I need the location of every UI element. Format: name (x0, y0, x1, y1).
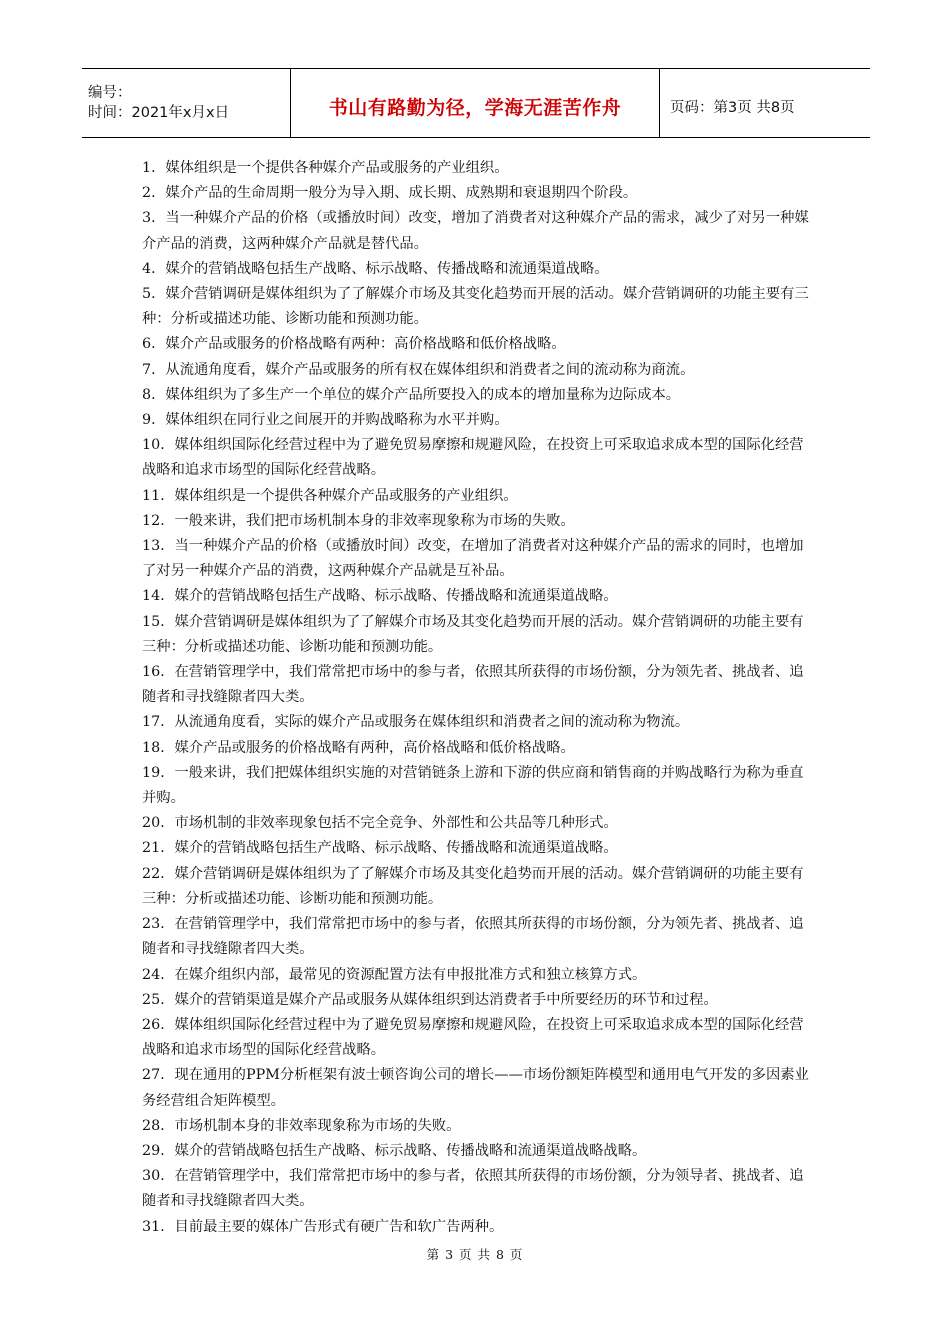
list-item: 2．媒介产品的生命周期一般分为导入期、成长期、成熟期和衰退期四个阶段。 (142, 185, 638, 202)
list-item: 11．媒体组织是一个提供各种媒介产品或服务的产业组织。 (142, 487, 518, 504)
list-item: 4．媒介的营销战略包括生产战略、标示战略、传播战略和流通渠道战略。 (142, 260, 609, 277)
list-item: 28．市场机制本身的非效率现象称为市场的失败。 (142, 1117, 461, 1134)
list-item: 19．一般来讲，我们把媒体组织实施的对营销链条上游和下游的供应商和销售商的并购战略行为称为垂直并购。 (142, 764, 804, 807)
list-item: 29．媒介的营销战略包括生产战略、标示战略、传播战略和流通渠道战略战略。 (142, 1142, 647, 1159)
list-item: 14．媒介的营销战略包括生产战略、标示战略、传播战略和流通渠道战略。 (142, 588, 618, 605)
document-date: 时间：2021年x月x日 (88, 105, 230, 121)
header-motto-cell (291, 69, 660, 137)
list-item: 22．媒介营销调研是媒体组织为了了解媒介市场及其变化趋势而开展的活动。媒介营销调研的功能主要有三种：分析或描述功能、诊断功能和预测功能。 (142, 865, 804, 907)
list-item: 16．在营销管理学中，我们常常把市场中的参与者，依照其所获得的市场份额，分为领先者、挑战者、追随者和寻找缝隙者四大类。 (142, 664, 804, 706)
list-item: 6．媒介产品或服务的价格战略有两种：高价格战略和低价格战略。 (142, 336, 566, 353)
list-item: 10．媒体组织国际化经营过程中为了避免贸易摩擦和规避风险，在投资上可采取追求成本型的国际化经营战略和追求市场型的国际化经营战略。 (142, 437, 804, 479)
page-footer: 第 3 页 共 8 页 (426, 1247, 524, 1262)
list-item: 31．目前最主要的媒体广告形式有硬广告和软广告两种。 (142, 1218, 504, 1235)
list-item: 1．媒体组织是一个提供各种媒介产品或服务的产业组织。 (142, 160, 509, 176)
list-item: 21．媒介的营销战略包括生产战略、标示战略、传播战略和流通渠道战略。 (142, 840, 618, 857)
list-item: 8．媒体组织为了多生产一个单位的媒介产品所要投入的成本的增加量称为边际成本。 (142, 386, 681, 403)
list-item: 30．在营销管理学中，我们常常把市场中的参与者，依照其所获得的市场份额，分为领导者、挑战者、追随者和寻找缝隙者四大类。 (142, 1168, 804, 1210)
page-header (82, 68, 870, 138)
list-item: 7．从流通角度看，媒介产品或服务的所有权在媒体组织和消费者之间的流动称为商流。 (142, 361, 695, 378)
list-item: 24．在媒介组织内部，最常见的资源配置方法有申报批准方式和独立核算方式。 (142, 966, 647, 983)
list-item: 12．一般来讲，我们把市场机制本身的非效率现象称为市场的失败。 (142, 512, 575, 529)
list-item: 15．媒介营销调研是媒体组织为了了解媒介市场及其变化趋势而开展的活动。媒介营销调研的功能主要有三种：分析或描述功能、诊断功能和预测功能。 (142, 613, 804, 655)
list-item: 3．当一种媒介产品的价格（或播放时间）改变，增加了消费者对这种媒介产品的需求，减少了对另一种媒介产品的消费，这两种媒介产品就是替代品。 (142, 210, 809, 252)
header-page-number: 页码：第3页 共8页 (670, 99, 795, 116)
header-motto: 书山有路勤为径，学海无涯苦作舟 (328, 96, 622, 119)
list-item: 17．从流通角度看，实际的媒介产品或服务在媒体组织和消费者之间的流动称为物流。 (142, 714, 690, 731)
list-item: 27．现在通用的PPM分析框架有波士顿咨询公司的增长——市场份额矩阵模型和通用电气开发的多因素业务经营组合矩阵模型。 (142, 1067, 809, 1109)
document-body (142, 156, 810, 1240)
list-item: 9．媒体组织在同行业之间展开的并购战略称为水平并购。 (142, 412, 509, 429)
list-item: 23．在营销管理学中，我们常常把市场中的参与者，依照其所获得的市场份额，分为领先者、挑战者、追随者和寻找缝隙者四大类。 (142, 916, 804, 958)
list-item: 20．市场机制的非效率现象包括不完全竞争、外部性和公共品等几种形式。 (142, 815, 618, 832)
list-item: 5．媒介营销调研是媒体组织为了了解媒介市场及其变化趋势而开展的活动。媒介营销调研的功能主要有三种：分析或描述功能、诊断功能和预测功能。 (142, 286, 809, 328)
list-item: 18．媒介产品或服务的价格战略有两种，高价格战略和低价格战略。 (142, 739, 575, 756)
list-item: 13．当一种媒介产品的价格（或播放时间）改变，在增加了消费者对这种媒介产品的需求的同时，也增加了对另一种媒介产品的消费，这两种媒介产品就是互补品。 (142, 538, 804, 580)
document-number: 编号： (88, 85, 132, 101)
header-meta (82, 69, 291, 137)
list-item: 26．媒体组织国际化经营过程中为了避免贸易摩擦和规避风险，在投资上可采取追求成本型的国际化经营战略和追求市场型的国际化经营战略。 (142, 1016, 804, 1059)
list-item: 25．媒介的营销渠道是媒介产品或服务从媒体组织到达消费者手中所要经历的环节和过程。 (142, 991, 718, 1008)
